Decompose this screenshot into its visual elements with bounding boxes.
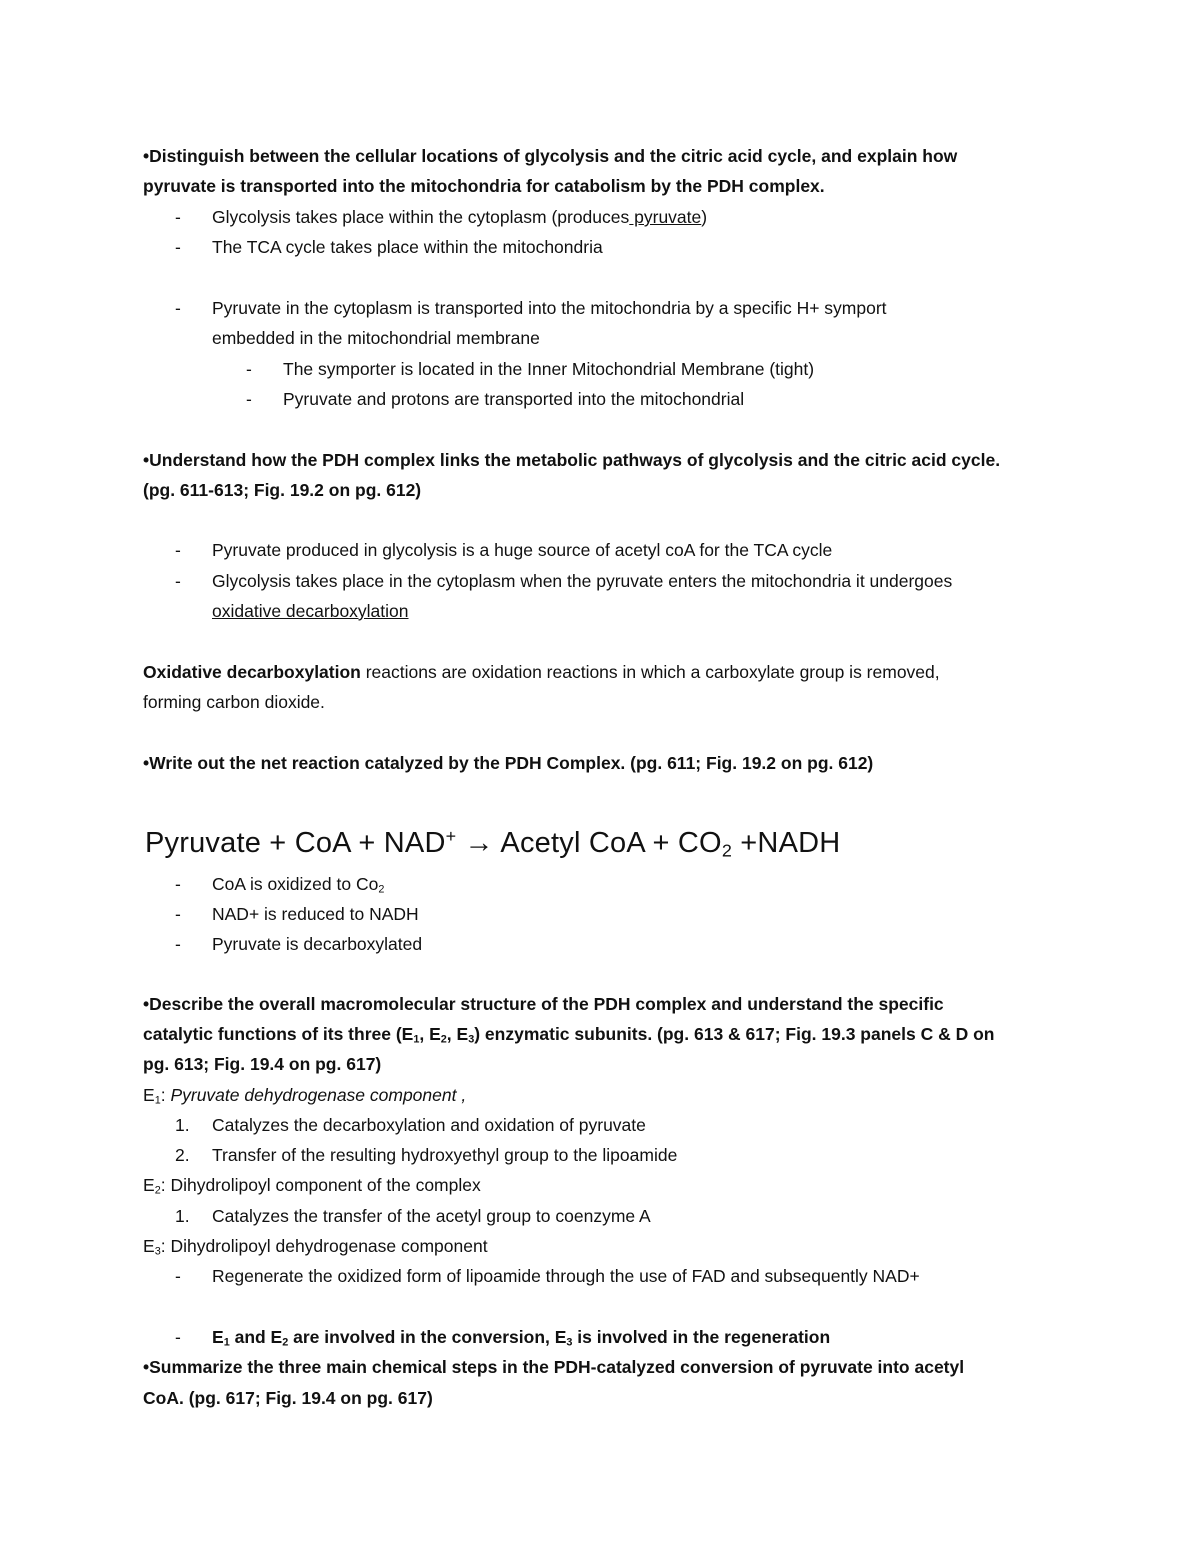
text: : Dihydrolipoyl component of the complex <box>160 1175 481 1195</box>
text: : Dihydrolipoyl dehydrogenase component <box>160 1236 488 1256</box>
text: are involved in the conversion, E <box>288 1327 567 1347</box>
s1-subbullet-symporter: The symporter is located in the Inner Mitochondrial Membrane (tight) <box>283 359 815 379</box>
text: ) enzymatic subunits. (pg. 613 & 617; Fig. 19.3 panels C & D on <box>474 1024 995 1044</box>
e3-bullet-1: Regenerate the oxidized form of lipoamide through the use of FAD and subsequently NAD+ <box>212 1266 920 1286</box>
text: E <box>212 1327 224 1347</box>
bullet-dash: - <box>175 1327 181 1347</box>
e1-item-1: Catalyzes the decarboxylation and oxidation of pyruvate <box>212 1115 646 1135</box>
section2-heading-line1: •Understand how the PDH complex links the metabolic pathways of glycolysis and the citric acid cycle. <box>143 450 1001 470</box>
list-number: 2. <box>175 1145 190 1165</box>
text: E <box>143 1175 155 1195</box>
subscript: 1 <box>154 1094 161 1107</box>
bullet-dash: - <box>175 540 181 560</box>
s1-bullet-pyruvate-transport-line2: embedded in the mitochondrial membrane <box>212 328 540 348</box>
subscript: 1 <box>413 1033 420 1046</box>
bullet-dash: - <box>175 207 181 227</box>
section2-heading-line2: (pg. 611-613; Fig. 19.2 on pg. 612) <box>143 480 422 500</box>
text: : <box>160 1085 171 1105</box>
text: , E <box>446 1024 469 1044</box>
subscript: 2 <box>282 1336 289 1349</box>
s1-bullet-glycolysis <box>212 205 707 229</box>
eq-subscript: 2 <box>721 840 733 861</box>
definition-line2: forming carbon dioxide. <box>143 692 325 712</box>
subscript: 3 <box>468 1033 475 1046</box>
definition-term: Oxidative decarboxylation <box>143 662 361 682</box>
bullet-dash: - <box>175 1266 181 1286</box>
eq-reactants: Pyruvate + CoA + NAD <box>145 826 446 859</box>
section4-heading-line3: pg. 613; Fig. 19.4 on pg. 617) <box>143 1054 382 1074</box>
bullet-dash: - <box>175 904 181 924</box>
s3-bullet-nad: NAD+ is reduced to NADH <box>212 904 419 924</box>
sub-bullet-dash: - <box>246 359 252 379</box>
eq-products-end: +NADH <box>732 826 841 859</box>
s2-bullet-glycolysis-line2: oxidative decarboxylation <box>212 601 409 621</box>
reaction-arrow-icon: → <box>456 826 501 859</box>
section1-heading-line1: •Distinguish between the cellular locations of glycolysis and the citric acid cycle, and explain how <box>143 146 958 166</box>
section5-heading-line2: CoA. (pg. 617; Fig. 19.4 on pg. 617) <box>143 1388 433 1408</box>
e2-item-1: Catalyzes the transfer of the acetyl group to coenzyme A <box>212 1206 651 1226</box>
subscript: 2 <box>440 1033 447 1046</box>
section3-heading: •Write out the net reaction catalyzed by the PDH Complex. (pg. 611; Fig. 19.2 on pg. 612) <box>143 753 874 773</box>
section5-heading-line1: •Summarize the three main chemical steps in the PDH-catalyzed conversion of pyruvate into acetyl <box>143 1357 965 1377</box>
subscript: 1 <box>223 1336 230 1349</box>
text: CoA is oxidized to Co <box>212 874 379 894</box>
e1-title <box>143 1083 466 1113</box>
underlined-text: pyruvate <box>629 207 702 227</box>
text: E <box>143 1085 155 1105</box>
e3-title <box>143 1234 488 1264</box>
s2-bullet-acetyl-source: Pyruvate produced in glycolysis is a huge source of acetyl coA for the TCA cycle <box>212 540 833 560</box>
subscript: 3 <box>566 1336 573 1349</box>
s1-bullet-pyruvate-transport-line1: Pyruvate in the cytoplasm is transported into the mitochondria by a specific H+ symport <box>212 298 887 318</box>
subscript: 2 <box>378 883 385 896</box>
text: catalytic functions of its three (E <box>143 1024 414 1044</box>
eq-superscript: + <box>445 826 457 846</box>
bullet-dash: - <box>175 298 181 318</box>
section4-heading-line1: •Describe the overall macromolecular structure of the PDH complex and understand the specific <box>143 994 944 1014</box>
eq-products: Acetyl CoA + CO <box>500 826 722 859</box>
e1-item-2: Transfer of the resulting hydroxyethyl group to the lipoamide <box>212 1145 678 1165</box>
bullet-dash: - <box>175 934 181 954</box>
definition-text: reactions are oxidation reactions in which a carboxylate group is removed, <box>360 662 940 682</box>
list-number: 1. <box>175 1206 190 1226</box>
s1-subbullet-protons: Pyruvate and protons are transported into the mitochondrial <box>283 389 745 409</box>
text: E <box>143 1236 155 1256</box>
section1-heading-line2: pyruvate is transported into the mitochondria for catabolism by the PDH complex. <box>143 176 825 196</box>
bullet-dash: - <box>175 874 181 894</box>
subscript: 2 <box>154 1184 161 1197</box>
text: is involved in the regeneration <box>572 1327 831 1347</box>
definition-line1 <box>143 660 940 684</box>
sub-bullet-dash: - <box>246 389 252 409</box>
e2-title <box>143 1173 481 1203</box>
subscript: 3 <box>154 1245 161 1258</box>
enzyme-summary <box>212 1325 830 1355</box>
bullet-dash: - <box>175 571 181 591</box>
s2-bullet-glycolysis-line1: Glycolysis takes place in the cytoplasm when the pyruvate enters the mitochondria it undergoes <box>212 571 953 591</box>
text: Glycolysis takes place within the cytoplasm (produces <box>212 207 630 227</box>
text: ) <box>701 207 708 227</box>
s3-bullet-coa <box>212 872 384 902</box>
text: , E <box>419 1024 441 1044</box>
net-reaction-equation <box>145 818 840 868</box>
s3-bullet-pyruvate: Pyruvate is decarboxylated <box>212 934 423 954</box>
list-number: 1. <box>175 1115 190 1135</box>
bullet-dash: - <box>175 237 181 257</box>
text: and E <box>229 1327 283 1347</box>
italic-text: Pyruvate dehydrogenase component , <box>170 1085 467 1105</box>
section4-heading-line2 <box>143 1022 995 1052</box>
s1-bullet-tca: The TCA cycle takes place within the mitochondria <box>212 237 603 257</box>
